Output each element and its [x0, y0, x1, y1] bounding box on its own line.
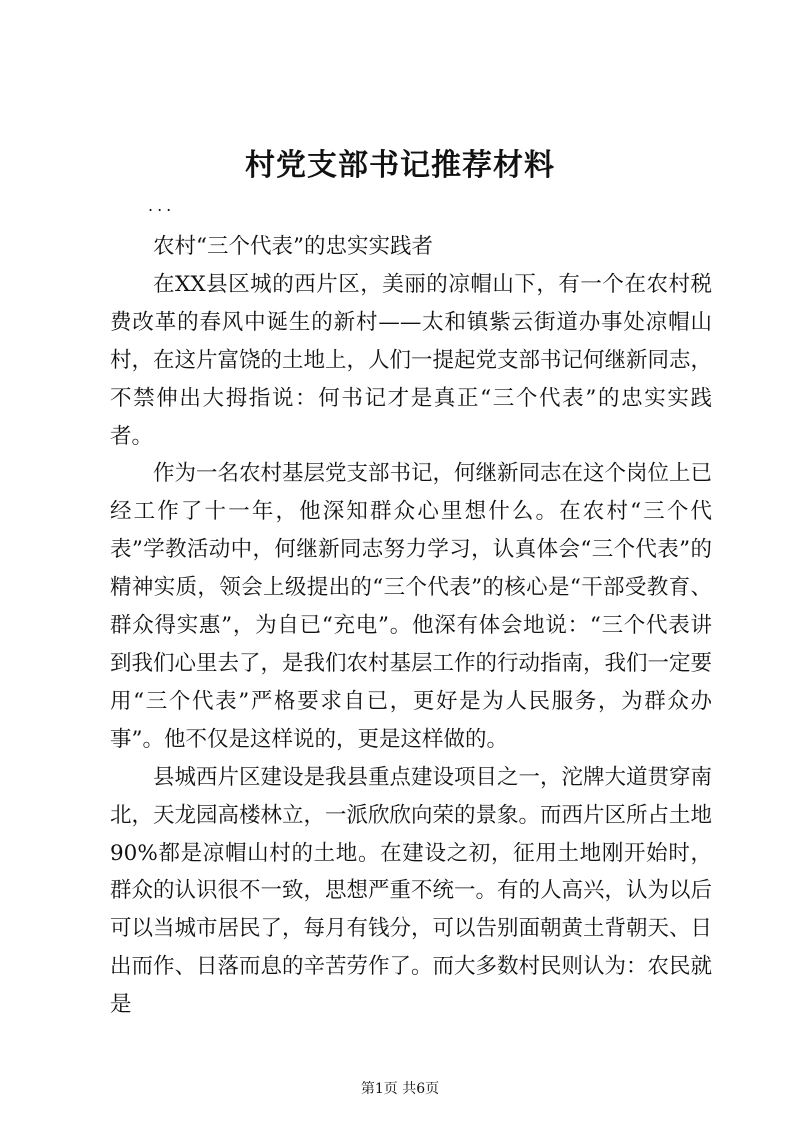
paragraph-subtitle: 农村“三个代表”的忠实实践者	[153, 234, 433, 259]
document-title: 村党支部书记推荐材料	[245, 148, 555, 183]
paragraph: 在XX县区城的西片区，美丽的凉帽山下，有一个在农村税费改革的春风中诞生的新村——太和镇紫云街道办事处凉帽山村，在这片富饶的土地上，人们一提起党支部书记何继新同志，不禁伸出大拇指说：何书记才是真正“三个代表”的忠实实践者。	[110, 271, 713, 449]
paragraph: 作为一名农村基层党支部书记，何继新同志在这个岗位上已经工作了十一年，他深知群众心里想什么。在农村“三个代表”学教活动中，何继新同志努力学习，认真体会“三个代表”的精神实质，领会上级提出的“三个代表”的核心是“干部受教育、群众得实惠”，为自已“充电”。他深有体会地说：“三个代表讲到我们心里去了，是我们农村基层工作的行动指南，我们一定要用“三个代表”严格要求自已，更好是为人民服务，为群众办事”。他不仅是这样说的，更是这样做的。	[110, 461, 713, 752]
ellipsis-marker: ...	[148, 196, 176, 215]
paragraph: 县城西片区建设是我县重点建设项目之一，沱牌大道贯穿南北，天龙园高楼林立，一派欣欣向荣的景象。而西片区所占土地90%都是凉帽山村的土地。在建设之初，征用土地刚开始时，群众的认识很不一致，思想严重不统一。有的人高兴，认为以后可以当城市居民了，每月有钱分，可以告别面朝黄土背朝天、日出而作、日落而息的辛苦劳作了。而大多数村民则认为：农民就是	[110, 764, 713, 1018]
page-footer: 第1页 共6页	[360, 1081, 440, 1097]
document-body	[110, 228, 712, 1024]
